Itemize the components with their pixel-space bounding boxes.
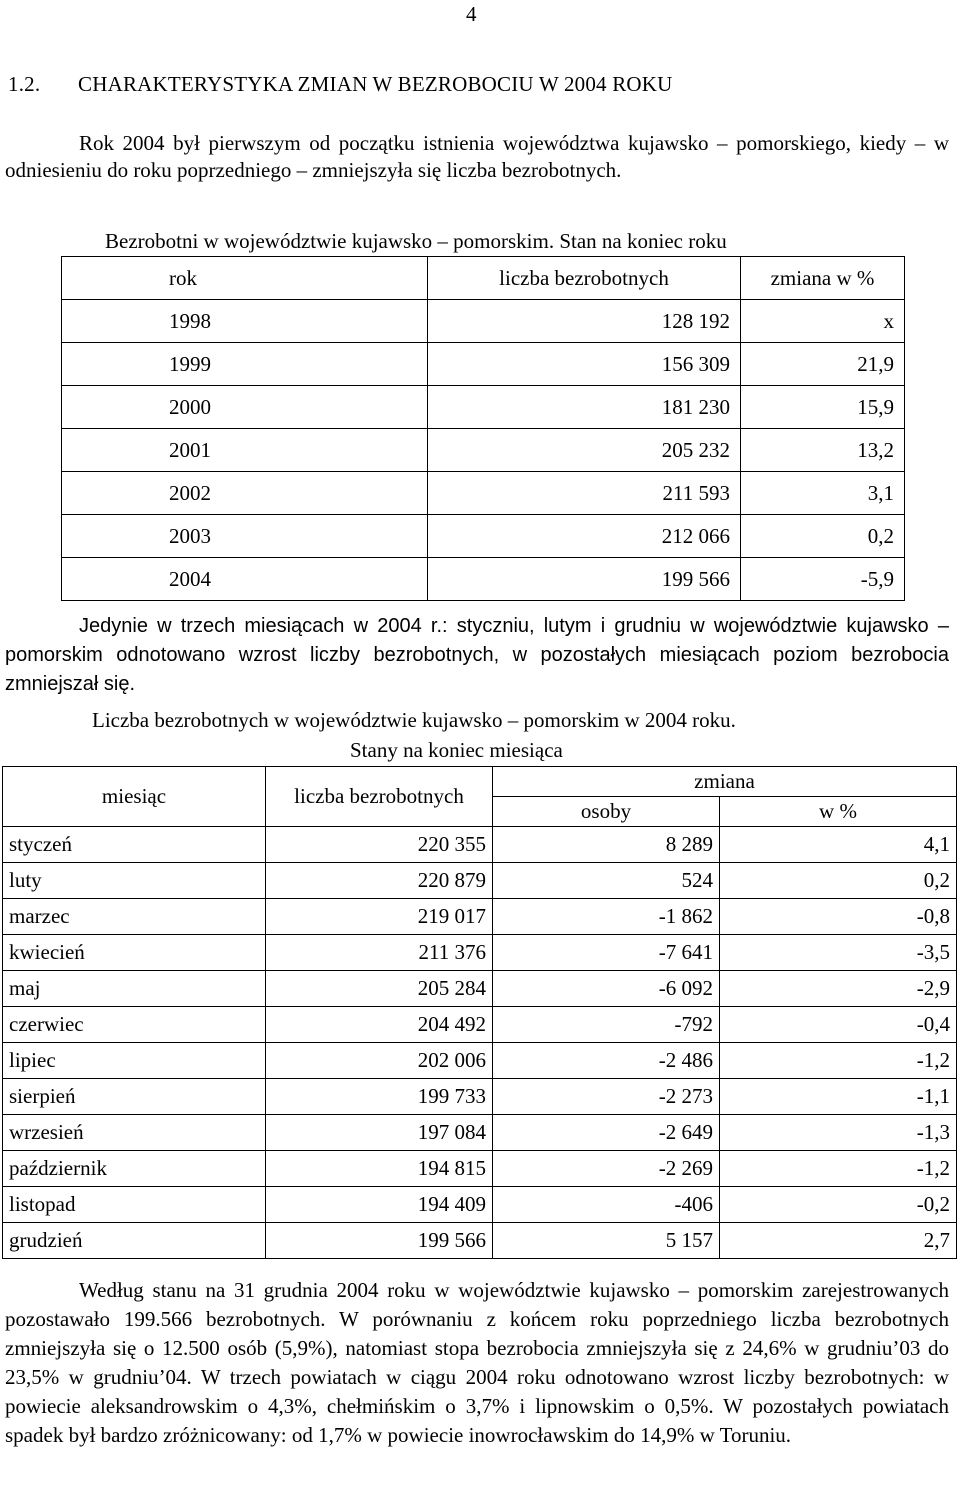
cell-month: lipiec (3, 1043, 266, 1079)
cell-count: 220 879 (266, 863, 493, 899)
header-year: rok (62, 257, 428, 300)
cell-count: 205 284 (266, 971, 493, 1007)
section-heading (8, 72, 673, 97)
table-row (3, 935, 957, 971)
cell-count: 194 815 (266, 1151, 493, 1187)
cell-change: 21,9 (741, 343, 905, 386)
cell-persons: 524 (493, 863, 720, 899)
cell-year: 2002 (62, 472, 428, 515)
cell-percent: 4,1 (720, 827, 957, 863)
header-count: liczba bezrobotnych (266, 767, 493, 827)
cell-year: 2004 (62, 558, 428, 601)
table-row (3, 1079, 957, 1115)
cell-count: 205 232 (428, 429, 741, 472)
table-header-row (3, 767, 957, 797)
cell-percent: -1,2 (720, 1043, 957, 1079)
table-row (62, 472, 905, 515)
cell-month: sierpień (3, 1079, 266, 1115)
cell-month: marzec (3, 899, 266, 935)
cell-percent: 2,7 (720, 1223, 957, 1259)
cell-persons: 8 289 (493, 827, 720, 863)
cell-persons: -792 (493, 1007, 720, 1043)
section-title: CHARAKTERYSTYKA ZMIAN W BEZROBOCIU W 2004 ROKU (78, 72, 673, 96)
yearly-unemployment-table (61, 256, 905, 601)
header-change: zmiana w % (741, 257, 905, 300)
header-persons: osoby (493, 797, 720, 827)
table-header-row (62, 257, 905, 300)
cell-count: 219 017 (266, 899, 493, 935)
table-row (62, 300, 905, 343)
cell-percent: -1,1 (720, 1079, 957, 1115)
cell-change: x (741, 300, 905, 343)
cell-count: 197 084 (266, 1115, 493, 1151)
table-row (62, 558, 905, 601)
cell-count: 212 066 (428, 515, 741, 558)
page-number: 4 (466, 2, 477, 26)
cell-count: 202 006 (266, 1043, 493, 1079)
cell-count: 220 355 (266, 827, 493, 863)
cell-count: 128 192 (428, 300, 741, 343)
cell-month: luty (3, 863, 266, 899)
cell-count: 204 492 (266, 1007, 493, 1043)
cell-persons: -406 (493, 1187, 720, 1223)
table-row (3, 1151, 957, 1187)
table-row (62, 343, 905, 386)
monthly-unemployment-table (2, 766, 957, 1259)
table2-caption-line1: Liczba bezrobotnych w województwie kujawsko – pomorskim w 2004 roku. (92, 708, 736, 732)
cell-count: 199 733 (266, 1079, 493, 1115)
intro-paragraph: Rok 2004 był pierwszym od początku istnienia województwa kujawsko – pomorskiego, kiedy – w odniesieniu do roku poprzedniego – zmniejszyła się liczba bezrobotnych. (5, 131, 949, 182)
cell-change: 3,1 (741, 472, 905, 515)
table-row (3, 1043, 957, 1079)
months-paragraph: Jedynie w trzech miesiącach w 2004 r.: styczniu, lutym i grudniu w województwie kujawsko – pomorskim odnotowano wzrost liczby bezrobotnych, w pozostałych miesiącach poziom bezrobocia zmniejszał się. (5, 615, 949, 695)
cell-percent: -2,9 (720, 971, 957, 1007)
table-row (62, 429, 905, 472)
table-row (3, 1187, 957, 1223)
cell-count: 156 309 (428, 343, 741, 386)
cell-persons: -7 641 (493, 935, 720, 971)
cell-year: 2001 (62, 429, 428, 472)
cell-count: 211 593 (428, 472, 741, 515)
table-row (3, 827, 957, 863)
cell-year: 2000 (62, 386, 428, 429)
cell-change: -5,9 (741, 558, 905, 601)
cell-month: wrzesień (3, 1115, 266, 1151)
header-percent: w % (720, 797, 957, 827)
table-row (3, 1115, 957, 1151)
cell-percent: 0,2 (720, 863, 957, 899)
table-row (62, 386, 905, 429)
cell-month: październik (3, 1151, 266, 1187)
cell-month: styczeń (3, 827, 266, 863)
header-count: liczba bezrobotnych (428, 257, 741, 300)
cell-count: 199 566 (266, 1223, 493, 1259)
cell-persons: -2 649 (493, 1115, 720, 1151)
cell-month: kwiecień (3, 935, 266, 971)
table-row (3, 1223, 957, 1259)
cell-change: 15,9 (741, 386, 905, 429)
table-row (3, 1007, 957, 1043)
cell-percent: -0,2 (720, 1187, 957, 1223)
cell-month: czerwiec (3, 1007, 266, 1043)
cell-count: 194 409 (266, 1187, 493, 1223)
cell-percent: -0,8 (720, 899, 957, 935)
cell-year: 1998 (62, 300, 428, 343)
cell-month: listopad (3, 1187, 266, 1223)
table-row (3, 863, 957, 899)
table2-caption-line2: Stany na koniec miesiąca (350, 738, 563, 762)
summary-paragraph: Według stanu na 31 grudnia 2004 roku w województwie kujawsko – pomorskim zarejestrowanych pozostawało 199.566 bezrobotnych. W porównaniu z końcem roku poprzedniego liczba bezrobotnych zmniejszyła się o 12.500 osób (5,9%), natomiast stopa bezrobocia zmniejszyła się z 24,6% w grudniu’03 do 23,5% w grudniu’04. W trzech powiatach w ciągu 2004 roku odnotowano wzrost liczby bezrobotnych: w powiecie aleksandrowskim o 4,3%, chełmińskim o 3,7% i lipnowskim o 0,5%. W pozostałych powiatach spadek był bardzo zróżnicowany: od 1,7% w powiecie inowrocławskim do 14,9% w Toruniu. (5, 1278, 949, 1447)
cell-persons: -2 269 (493, 1151, 720, 1187)
cell-count: 199 566 (428, 558, 741, 601)
header-change: zmiana (493, 767, 957, 797)
cell-persons: 5 157 (493, 1223, 720, 1259)
cell-count: 181 230 (428, 386, 741, 429)
cell-month: maj (3, 971, 266, 1007)
cell-year: 2003 (62, 515, 428, 558)
cell-month: grudzień (3, 1223, 266, 1259)
cell-percent: -1,3 (720, 1115, 957, 1151)
cell-persons: -6 092 (493, 971, 720, 1007)
table1-caption: Bezrobotni w województwie kujawsko – pomorskim. Stan na koniec roku (105, 229, 727, 253)
table-row (3, 899, 957, 935)
cell-persons: -1 862 (493, 899, 720, 935)
table-row (3, 971, 957, 1007)
cell-persons: -2 486 (493, 1043, 720, 1079)
cell-percent: -0,4 (720, 1007, 957, 1043)
cell-percent: -3,5 (720, 935, 957, 971)
section-number: 1.2. (8, 72, 41, 96)
table-row (62, 515, 905, 558)
cell-count: 211 376 (266, 935, 493, 971)
cell-persons: -2 273 (493, 1079, 720, 1115)
cell-percent: -1,2 (720, 1151, 957, 1187)
cell-change: 13,2 (741, 429, 905, 472)
cell-change: 0,2 (741, 515, 905, 558)
cell-year: 1999 (62, 343, 428, 386)
header-month: miesiąc (3, 767, 266, 827)
